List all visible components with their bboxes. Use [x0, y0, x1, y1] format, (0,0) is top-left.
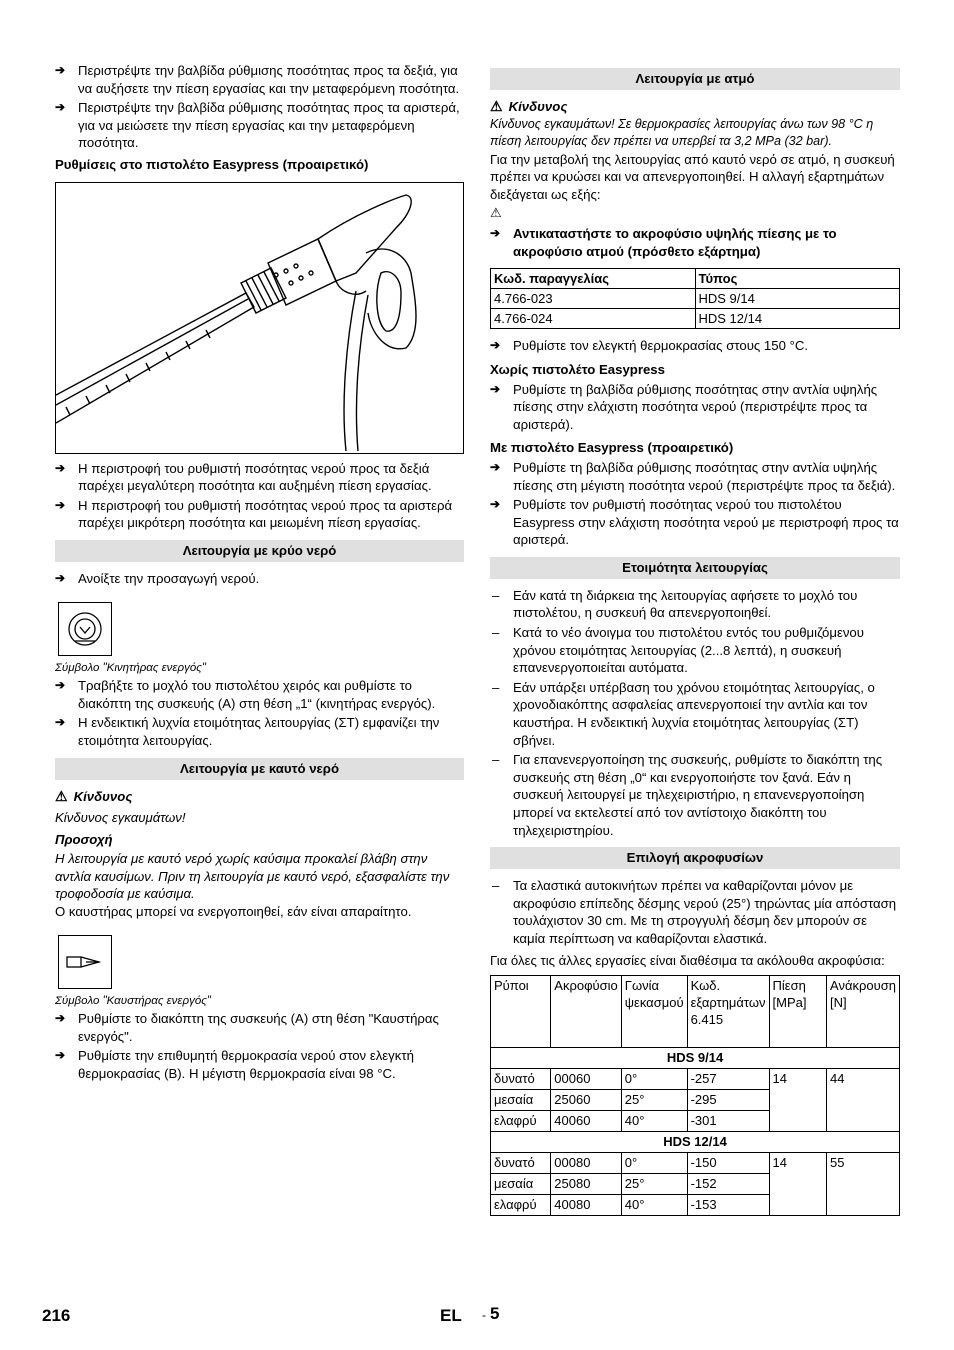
warning-triangle-icon: ⚠	[490, 98, 503, 114]
with-easypress-step-1: ➔ Ρυθμίστε τη βαλβίδα ρύθμισης ποσότητας στην αντλία υψηλής πίεσης στη μέγιστη ποσότητα νερού (περιστρέψτε προς τα δεξιά).	[490, 459, 900, 494]
nozzle-header: Πίεση [MPa]	[769, 976, 827, 1048]
nozzle-code: 40080	[551, 1195, 621, 1216]
nozzle-angle: 40°	[621, 1111, 687, 1132]
nozzle-header: Γωνία ψεκασμού	[621, 976, 687, 1048]
nozzle-header: Ανάκρουση [N]	[827, 976, 900, 1048]
nozzle-text: Για όλες τις άλλες εργασίες είναι διαθέσιμα τα ακόλουθα ακροφύσια:	[490, 952, 885, 968]
group-row	[491, 1132, 900, 1153]
caution-label: Προσοχή	[55, 831, 113, 847]
nozzle-dirt: δυνατό	[491, 1153, 551, 1174]
nozzle-part: -153	[687, 1195, 769, 1216]
cold-step-open-water: ➔ Ανοίξτε την προσαγωγή νερού.	[55, 570, 464, 588]
order-header-type: Τύπος	[695, 269, 900, 289]
burner-icon	[59, 936, 111, 988]
section-number-value: 5	[490, 1304, 500, 1323]
cold-step-2: ➔ Η ενδεικτική λυχνία ετοιμότητας λειτουργίας (ΣΤ) εμφανίζει την ετοιμότητα λειτουργίας.	[55, 714, 464, 749]
caution-text: Η λειτουργία με καυτό νερό χωρίς καύσιμα προκαλεί βλάβη στην αντλία καυσίμων. Πριν τη λειτουργία με καυτό νερό, εξασφαλίστε την τροφοδοσία με καύσιμα.	[55, 851, 450, 902]
nozzle-part: -257	[687, 1069, 769, 1090]
easypress-step-1: ➔ Η περιστροφή του ρυθμιστή ποσότητας νερού προς τα δεξιά παρέχει μεγαλύτερη ποσότητα και αυξημένη πίεση εργασίας.	[55, 460, 464, 495]
intro-step-1: ➔ Περιστρέψτε την βαλβίδα ρύθμισης ποσότητας προς τα δεξιά, για να αυξήσετε την πίεση εργασίας και την μεταφερόμενη ποσότητα.	[55, 62, 464, 97]
with-easypress-step-2: ➔ Ρυθμίστε τον ρυθμιστή ποσότητας νερού του πιστολέτου Easypress στην ελάχιστη ποσότητα νερού με περιστροφή προς τα αριστερά.	[490, 496, 900, 549]
order-table-header	[491, 269, 900, 289]
cold-step-1: ➔ Τραβήξτε το μοχλό του πιστολέτου χειρός και ρυθμίστε το διακόπτη της συσκευής (A) στη θέση „1“ (κινητήρας ενεργός).	[55, 677, 464, 712]
order-code: 4.766-023	[491, 289, 696, 309]
danger-heading	[55, 788, 464, 806]
ready-item-1: – Εάν κατά τη διάρκεια της λειτουργίας αφήσετε το μοχλό του πιστολέτου, η συσκευή θα απενεργοποιηθεί.	[490, 587, 900, 622]
nozzle-part: -152	[687, 1174, 769, 1195]
easypress-step-2: ➔ Η περιστροφή του ρυθμιστή ποσότητας νερού προς τα αριστερά παρέχει μικρότερη ποσότητα και μειωμένη πίεση εργασίας.	[55, 497, 464, 532]
without-easypress-step: ➔ Ρυθμίστε τη βαλβίδα ρύθμισης ποσότητας στην αντλία υψηλής πίεσης στην ελάχιστη ποσότητα νερού (περιστρέψτε προς τα αριστερά).	[490, 381, 900, 434]
danger-label: Κίνδυνος	[73, 788, 133, 804]
nozzle-part: -150	[687, 1153, 769, 1174]
steam-danger-label: Κίνδυνος	[508, 99, 568, 114]
nozzle-section-title: Επιλογή ακροφυσίων	[490, 847, 900, 869]
steam-danger-text: Κίνδυνος εγκαυμάτων! Σε θερμοκρασίες λειτουργίας άνω των 98 °C η πίεση λειτουργίας δεν πρέπει να υπερβεί τα 3,2 MPa (32 bar).	[490, 116, 874, 149]
warning-triangle-icon: ⚠	[490, 204, 502, 220]
temperature-step: ➔ Ρυθμίστε τον ελεγκτή θερμοκρασίας στους 150 °C.	[490, 337, 900, 355]
ready-item-3: – Εάν υπάρξει υπέρβαση του χρόνου ετοιμότητας λειτουργίας, ο χρονοδιακόπτης ασφαλείας απενεργοποιεί την αντλία και τον καυστήρα. Η ενδεικτική λυχνία ετοιμότητας λειτουργίας (ΣΤ) σβήνει.	[490, 679, 900, 749]
group-name: HDS 12/14	[491, 1132, 900, 1153]
language-code: EL	[440, 1306, 462, 1325]
nozzle-code: 25080	[551, 1174, 621, 1195]
nozzle-part: -301	[687, 1111, 769, 1132]
ready-section-title: Ετοιμότητα λειτουργίας	[490, 557, 900, 579]
nozzle-pressure: 14	[769, 1153, 827, 1216]
table-row	[491, 1069, 900, 1090]
nozzle-header: Ακροφύσιο	[551, 976, 621, 1048]
replace-nozzle-step: ➔ Αντικαταστήστε το ακροφύσιο υψηλής πίεσης με το ακροφύσιο ατμού (πρόσθετο εξάρτημα)	[490, 225, 900, 260]
group-name: HDS 9/14	[491, 1048, 900, 1069]
easypress-heading: Ρυθμίσεις στο πιστολέτο Easypress (προαιρετικό)	[55, 156, 369, 172]
table-row	[491, 1153, 900, 1174]
steam-danger-heading	[490, 98, 900, 116]
page-number: 216	[42, 1306, 71, 1325]
nozzle-dirt: ελαφρύ	[491, 1111, 551, 1132]
hot-step-1: ➔ Ρυθμίστε το διακόπτη της συσκευής (A) στη θέση "Καυστήρας ενεργός".	[55, 1010, 464, 1045]
ready-item-4: – Για επανενεργοποίηση της συσκευής, ρυθμίστε το διακόπτη της συσκευής στη θέση „0“ και ενεργοποιήστε τον ξανά. Εάν η συσκευή λειτουργεί με τηλεχειριστήριο, η επανενεργοποίηση μπορεί να εκτελεστεί από τον αντίστοιχο διακόπτη του τηλεχειριστηρίου.	[490, 751, 900, 839]
nozzle-angle: 40°	[621, 1195, 687, 1216]
nozzle-pressure: 14	[769, 1069, 827, 1132]
spray-gun-illustration	[55, 182, 464, 454]
nozzle-header: Κωδ. εξαρτημάτων 6.415	[687, 976, 769, 1048]
nozzle-code: 00060	[551, 1069, 621, 1090]
cold-water-section-title: Λειτουργία με κρύο νερό	[55, 540, 464, 562]
table-row	[491, 309, 900, 329]
nozzle-angle: 25°	[621, 1174, 687, 1195]
nozzle-table	[490, 975, 900, 1216]
table-row	[491, 289, 900, 309]
section-number	[482, 1305, 499, 1325]
warning-triangle-icon: ⚠	[55, 787, 68, 804]
nozzle-dirt: ελαφρύ	[491, 1195, 551, 1216]
nozzle-item: – Τα ελαστικά αυτοκινήτων πρέπει να καθαρίζονται μόνον με ακροφύσιο επίπεδης δέσμης νερού (25°) τηρώντας μία απόσταση τουλάχιστον 30 cm. Με τη στρογγυλή δέσμη δεν μπορούν σε καμία περίπτωση να καθαρίζονται ελαστικά.	[490, 877, 900, 947]
nozzle-code: 00080	[551, 1153, 621, 1174]
nozzle-dirt: δυνατό	[491, 1069, 551, 1090]
motor-active-symbol	[58, 602, 112, 656]
hot-water-section-title: Λειτουργία με καυτό νερό	[55, 758, 464, 780]
nozzle-angle: 25°	[621, 1090, 687, 1111]
nozzle-part: -295	[687, 1090, 769, 1111]
order-table	[490, 268, 900, 329]
burner-caption: Σύμβολο "Καυστήρας ενεργός"	[55, 994, 211, 1007]
warning-triangle-standalone	[490, 204, 900, 222]
without-easypress-heading: Χωρίς πιστολέτο Easypress	[490, 361, 665, 377]
motor-caption: Σύμβολο "Κινητήρας ενεργός"	[55, 661, 206, 674]
nozzle-angle: 0°	[621, 1153, 687, 1174]
hot-step-2: ➔ Ρυθμίστε την επιθυμητή θερμοκρασία νερού στον ελεγκτή θερμοκρασίας (B). Η μέγιστη θερμοκρασία είναι 98 °C.	[55, 1047, 464, 1082]
with-easypress-heading: Με πιστολέτο Easypress (προαιρετικό)	[490, 440, 734, 456]
order-code: 4.766-024	[491, 309, 696, 329]
nozzle-header: Ρύποι	[491, 976, 551, 1048]
order-header-code: Κωδ. παραγγελίας	[491, 269, 696, 289]
group-row	[491, 1048, 900, 1069]
nozzle-recoil: 44	[827, 1069, 900, 1132]
ready-item-2: – Κατά το νέο άνοιγμα του πιστολέτου εντός του ρυθμιζόμενου χρόνου ετοιμότητας λειτουργίας (2...8 λεπτά), η συσκευή επανενεργοποιείται αυτόματα.	[490, 624, 900, 677]
right-column	[490, 68, 900, 1216]
nozzle-dirt: μεσαία	[491, 1174, 551, 1195]
order-type: HDS 12/14	[695, 309, 900, 329]
steam-section-title: Λειτουργία με ατμό	[490, 68, 900, 90]
nozzle-code: 25060	[551, 1090, 621, 1111]
intro-step-2: ➔ Περιστρέψτε την βαλβίδα ρύθμισης ποσότητας προς τα αριστερά, για να μειώσετε την πίεση εργασίας και την μεταφερόμενη ποσότητα.	[55, 99, 464, 152]
nozzle-table-header	[491, 976, 900, 1048]
motor-icon	[59, 603, 111, 655]
danger-text: Κίνδυνος εγκαυμάτων!	[55, 810, 186, 826]
steam-text: Για την μεταβολή της λειτουργίας από καυτό νερό σε ατμό, η συσκευή πρέπει να κρυώσει και να απενεργοποιηθεί. Η αλλαγή εξαρτημάτων διεξάγεται ως εξής:	[490, 151, 895, 202]
left-column	[55, 62, 464, 1085]
nozzle-angle: 0°	[621, 1069, 687, 1090]
burner-active-symbol	[58, 935, 112, 989]
order-type: HDS 9/14	[695, 289, 900, 309]
section-dash: -	[482, 1308, 486, 1322]
nozzle-dirt: μεσαία	[491, 1090, 551, 1111]
spray-gun-icon	[56, 183, 463, 451]
burner-note: Ο καυστήρας μπορεί να ενεργοποιηθεί, εάν είναι απαραίτητο.	[55, 904, 412, 920]
nozzle-recoil: 55	[827, 1153, 900, 1216]
nozzle-code: 40060	[551, 1111, 621, 1132]
